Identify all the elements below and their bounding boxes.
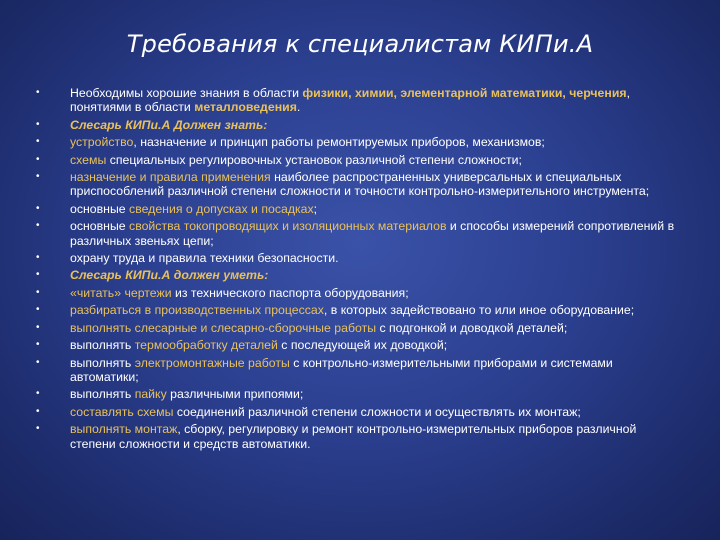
list-item: [36, 118, 684, 132]
bullet-icon: •: [36, 356, 40, 368]
bullet-icon: •: [36, 388, 40, 400]
list-item: [36, 219, 684, 248]
bullet-icon: •: [36, 136, 40, 148]
bullet-icon: •: [36, 87, 40, 98]
slide-title: Требования к специалистам КИПи.А: [126, 30, 594, 58]
item-text: , в которых задействовано то или иное оборудование;: [323, 303, 635, 318]
highlighted-text: составлять схемы: [70, 404, 174, 419]
highlighted-text: Слесарь КИПи.А Должен знать:: [70, 117, 268, 132]
bullet-icon: •: [36, 321, 40, 333]
bullet-icon: •: [36, 252, 40, 264]
item-text: основные: [70, 201, 130, 216]
highlighted-text: выполнять монтаж: [70, 422, 178, 437]
item-text: Необходимы хорошие знания в области: [70, 86, 303, 100]
item-text: наиболее распространенных универсальных и специальных приспособлений различной степени сложности и точности контрольно-измерительного инструмента;: [70, 170, 650, 199]
item-text: .: [296, 100, 301, 115]
highlighted-text: «читать» чертежи: [70, 285, 172, 300]
item-text: с последующей их доводкой;: [277, 338, 448, 353]
bullet-icon: •: [36, 220, 40, 232]
bullet-icon: •: [36, 171, 40, 183]
requirements-list: [36, 86, 684, 454]
item-text: специальных регулировочных установок различной степени сложности;: [106, 152, 522, 167]
bullet-icon: •: [36, 118, 40, 130]
list-item: [36, 170, 684, 199]
highlighted-text: электромонтажные работы: [134, 355, 290, 370]
highlighted-text: устройство: [70, 135, 134, 150]
list-item: [36, 251, 684, 265]
list-item: [36, 405, 684, 419]
item-text: выполнять: [70, 338, 135, 353]
highlighted-text: термообработку деталей: [134, 338, 278, 353]
list-item: [36, 286, 684, 300]
item-text: из технического паспорта оборудования;: [171, 285, 409, 300]
bullet-icon: •: [36, 339, 40, 351]
highlighted-text: физики, химии, элементарной математики, черчения: [302, 86, 627, 100]
list-item: [36, 422, 684, 451]
bullet-icon: •: [36, 405, 40, 417]
highlighted-text: выполнять слесарные и слесарно-сборочные работы: [70, 320, 377, 335]
bullet-icon: •: [36, 286, 40, 298]
highlighted-text: Слесарь КИПи.А должен уметь:: [70, 268, 269, 283]
bullet-icon: •: [36, 423, 40, 435]
list-item: [36, 86, 684, 115]
highlighted-text: металловедения: [194, 100, 297, 115]
list-item: [36, 268, 684, 282]
list-item: [36, 202, 684, 216]
item-text: и способы измерений сопротивлений в различных звеньях цепи;: [70, 219, 675, 248]
item-text: , сборку, регулировку и ремонт контрольно-измерительных приборов различной степени сложности и средств автоматики.: [70, 422, 637, 451]
bullet-icon: •: [36, 202, 40, 214]
highlighted-text: сведения о допусках и посадках: [129, 201, 314, 216]
bullet-icon: •: [36, 304, 40, 316]
list-item: [36, 321, 684, 335]
list-item: [36, 338, 684, 352]
item-text: , назначение и принцип работы ремонтируемых приборов, механизмов;: [133, 135, 545, 150]
item-text: основные: [70, 219, 130, 234]
list-item: [36, 153, 684, 167]
list-item: [36, 303, 684, 317]
item-text: выполнять: [70, 355, 135, 370]
list-item: [36, 387, 684, 401]
highlighted-text: назначение и правила применения: [70, 170, 271, 185]
item-text: с контрольно-измерительными приборами и системами автоматики;: [70, 355, 613, 384]
item-text: различными припоями;: [166, 387, 304, 402]
item-text: с подгонкой и доводкой деталей;: [376, 320, 568, 335]
bullet-icon: •: [36, 269, 40, 281]
list-item: [36, 135, 684, 149]
bullet-icon: •: [36, 153, 40, 165]
item-text: соединений различной степени сложности и осуществлять их монтаж;: [173, 404, 581, 419]
item-text: охрану труда и правила техники безопасности.: [70, 251, 339, 266]
highlighted-text: разбираться в производственных процессах: [70, 303, 324, 318]
list-item: [36, 356, 684, 385]
highlighted-text: схемы: [70, 152, 107, 167]
item-text: , понятиями в области: [70, 86, 630, 115]
highlighted-text: свойства токопроводящих и изоляционных материалов: [129, 219, 447, 234]
highlighted-text: пайку: [134, 387, 167, 402]
item-text: ;: [313, 201, 318, 216]
item-text: выполнять: [70, 387, 135, 402]
